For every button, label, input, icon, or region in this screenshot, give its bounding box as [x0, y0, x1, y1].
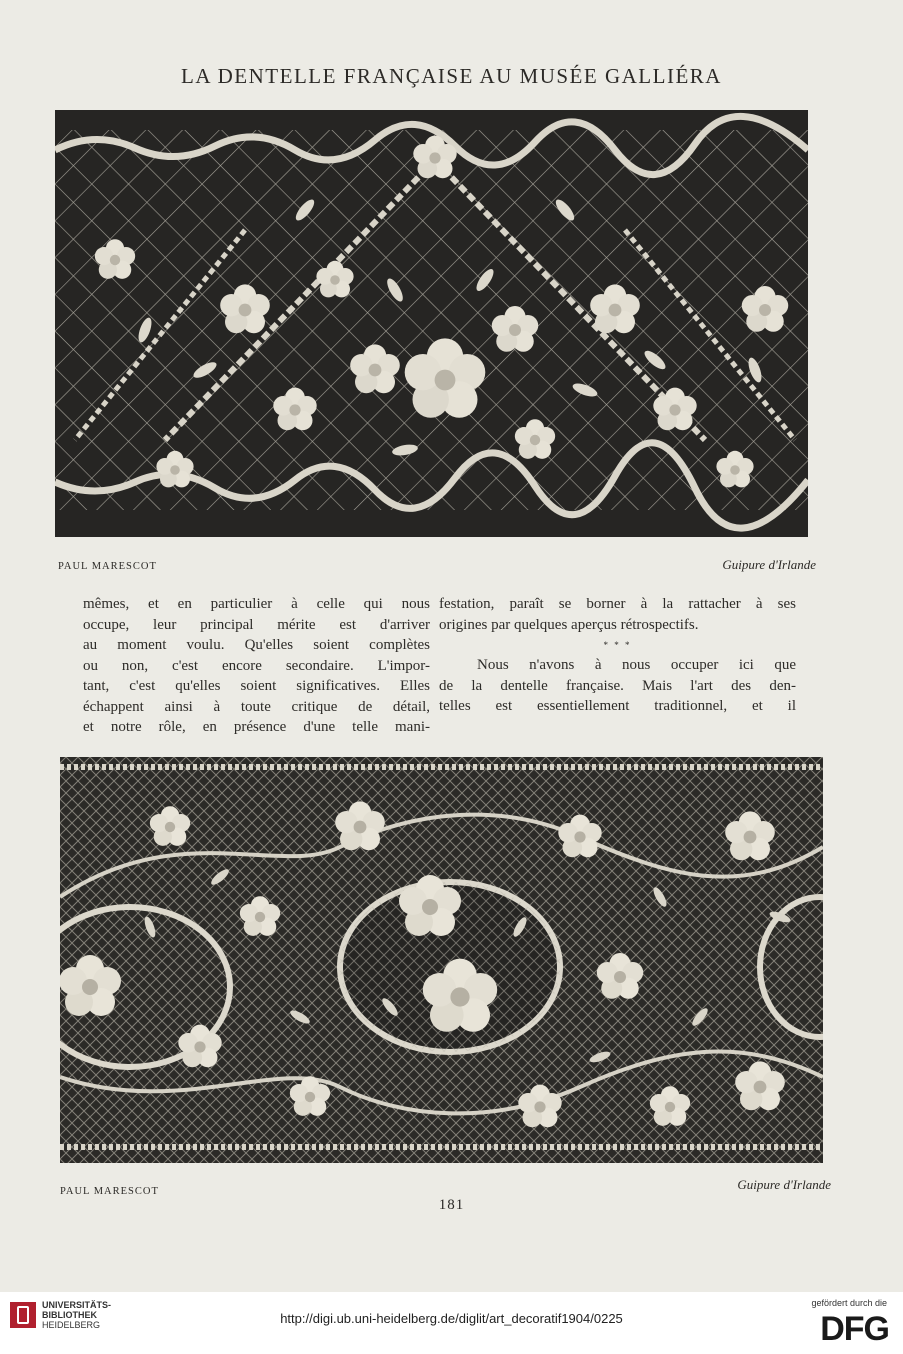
lace-photograph-top: [55, 110, 808, 537]
text-line: mêmes, et en particulier à celle qui nous: [83, 596, 430, 612]
text-line: festation, paraît se borner à la rattacher à ses: [439, 596, 796, 612]
permalink-url[interactable]: http://digi.ub.uni-heidelberg.de/diglit/art_decoratif1904/0225: [280, 1311, 623, 1326]
library-name-line: BIBLIOTHEK: [42, 1310, 97, 1320]
text-line: ou non, c'est encore secondaire. L'impor-: [83, 657, 430, 674]
running-title: LA DENTELLE FRANÇAISE AU MUSÉE GALLIÉRA: [181, 64, 722, 88]
lace-photograph-bottom: [60, 757, 823, 1163]
plate-caption-bottom: Guipure d'Irlande: [737, 1177, 831, 1192]
library-name-line: HEIDELBERG: [42, 1320, 101, 1330]
plate-caption-top: Guipure d'Irlande: [722, 557, 816, 572]
text-column-left: [83, 594, 430, 738]
text-line: telles est essentiellement traditionnel, et il: [439, 698, 796, 714]
text-line: et notre rôle, en présence d'une telle mani-: [83, 719, 430, 735]
lace-pattern-bottom: [60, 757, 823, 1163]
footer-bar: [0, 1292, 903, 1354]
section-separator: * * *: [603, 640, 632, 650]
text-line: de la dentelle française. Mais l'art des den-: [439, 677, 796, 694]
lace-pattern-top: [55, 110, 808, 537]
photo-credit-bottom: PAUL MARESCOT: [60, 1186, 159, 1197]
text-line: au moment voulu. Qu'elles soient complètes: [83, 637, 430, 653]
page-number: 181: [438, 1197, 465, 1213]
photo-credit-top: PAUL MARESCOT: [58, 561, 157, 572]
text-line: échappent ainsi à toute critique de détail,: [83, 698, 430, 715]
sponsor-note: gefördert durch die: [811, 1298, 887, 1308]
text-column-right: [439, 594, 796, 717]
library-name-line: UNIVERSITÄTS-: [42, 1300, 112, 1310]
text-line: origines par quelques aperçus rétrospectifs.: [439, 616, 699, 633]
text-line: occupe, leur principal mérite est d'arriver: [83, 616, 430, 633]
dfg-logo[interactable]: DFG: [820, 1310, 889, 1348]
text-line: tant, c'est qu'elles soient significatives. Elles: [83, 678, 430, 694]
text-line: Nous n'avons à nous occuper ici que: [477, 657, 796, 673]
